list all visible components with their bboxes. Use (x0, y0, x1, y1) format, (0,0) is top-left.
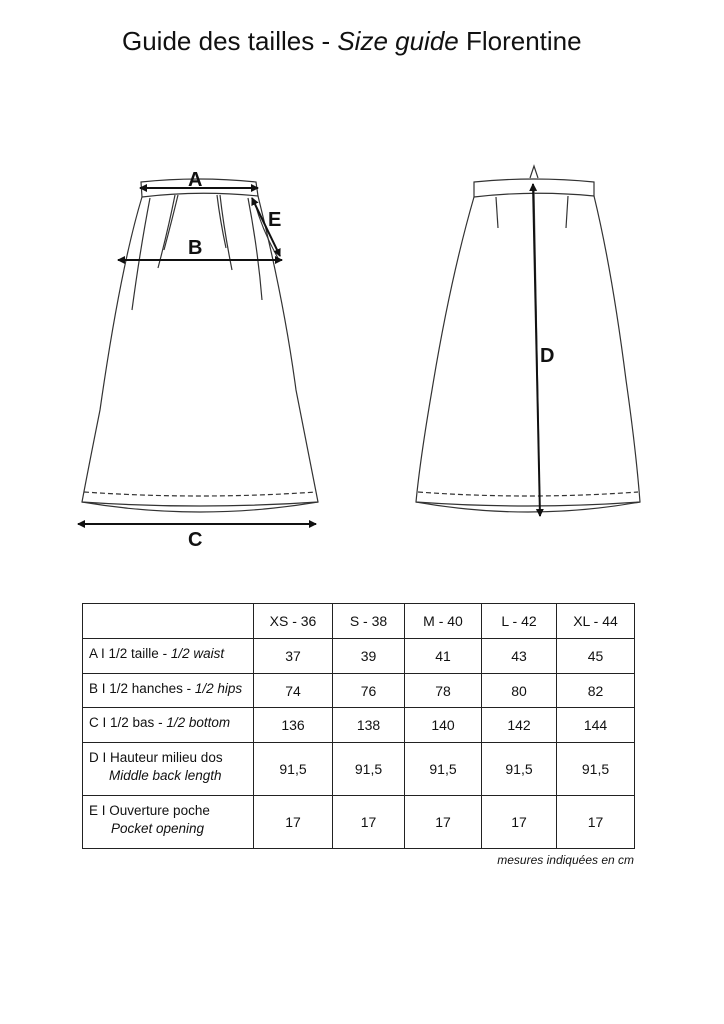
label-a: A (188, 169, 203, 191)
table-cell: 41 (405, 639, 482, 674)
table-cell: 91,5 (557, 743, 635, 796)
table-row (83, 674, 635, 708)
header-empty-cell (83, 604, 254, 639)
table-header-row (83, 604, 635, 639)
title-fr: Guide des tailles - (122, 26, 338, 56)
table-row (83, 639, 635, 674)
table-cell: 78 (405, 674, 482, 708)
table-cell: 91,5 (333, 743, 405, 796)
row-label: A I 1/2 taille - 1/2 waist (83, 639, 254, 674)
label-d: D (540, 345, 555, 367)
skirt-technical-drawing (0, 150, 724, 560)
page-title (0, 26, 724, 57)
table-row (83, 708, 635, 743)
table-cell: 43 (482, 639, 557, 674)
skirt-front-view (82, 179, 318, 512)
table-cell: 91,5 (482, 743, 557, 796)
table-cell: 91,5 (254, 743, 333, 796)
table-row (83, 743, 635, 796)
table-cell: 37 (254, 639, 333, 674)
column-header: S - 38 (333, 604, 405, 639)
row-label: B I 1/2 hanches - 1/2 hips (83, 674, 254, 708)
table-cell: 17 (333, 796, 405, 849)
table-cell: 39 (333, 639, 405, 674)
units-note: mesures indiquées en cm (497, 853, 634, 867)
skirt-back-view (416, 166, 640, 515)
table-cell: 140 (405, 708, 482, 743)
table-cell: 45 (557, 639, 635, 674)
label-e: E (268, 209, 282, 231)
column-header: M - 40 (405, 604, 482, 639)
label-c: C (188, 529, 203, 551)
table-cell: 144 (557, 708, 635, 743)
row-label: E I Ouverture poche Pocket opening (83, 796, 254, 849)
size-table (82, 603, 635, 849)
table-cell: 17 (482, 796, 557, 849)
table-cell: 80 (482, 674, 557, 708)
column-header: XL - 44 (557, 604, 635, 639)
label-b: B (188, 237, 203, 259)
table-cell: 76 (333, 674, 405, 708)
column-header: XS - 36 (254, 604, 333, 639)
table-cell: 74 (254, 674, 333, 708)
column-header: L - 42 (482, 604, 557, 639)
table-cell: 91,5 (405, 743, 482, 796)
table-cell: 138 (333, 708, 405, 743)
table-cell: 142 (482, 708, 557, 743)
table-cell: 17 (557, 796, 635, 849)
title-en: Size guide (337, 26, 459, 56)
table-cell: 82 (557, 674, 635, 708)
table-cell: 136 (254, 708, 333, 743)
title-model: Florentine (458, 26, 582, 56)
table-cell: 17 (405, 796, 482, 849)
table-row (83, 796, 635, 849)
row-label: C I 1/2 bas - 1/2 bottom (83, 708, 254, 743)
table-cell: 17 (254, 796, 333, 849)
row-label: D I Hauteur milieu dos Middle back length (83, 743, 254, 796)
